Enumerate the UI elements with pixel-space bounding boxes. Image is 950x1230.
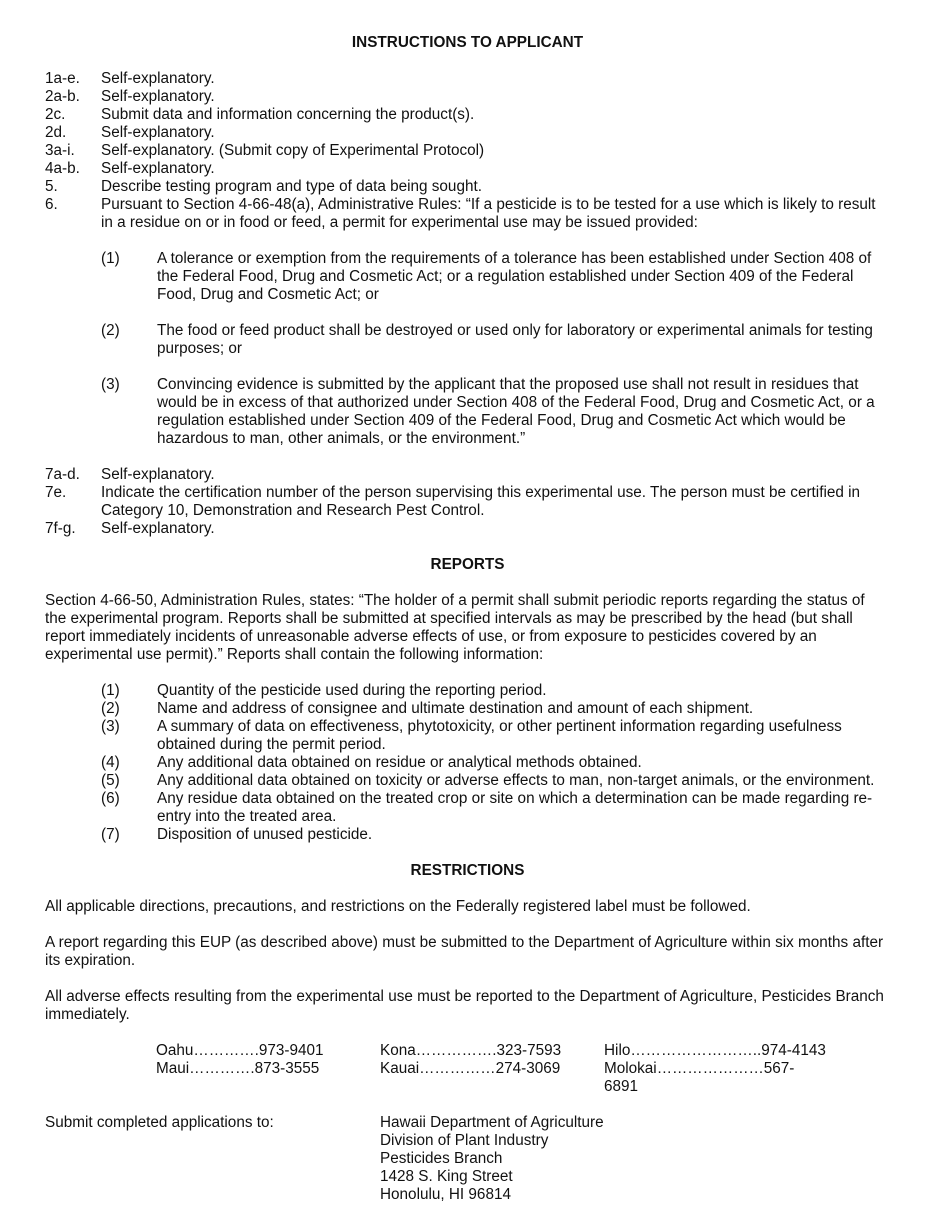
address-line: Honolulu, HI 96814 <box>380 1186 511 1203</box>
report-number: (1) <box>101 682 120 699</box>
report-number: (4) <box>101 754 120 771</box>
report-item <box>101 754 890 772</box>
report-number: (7) <box>101 826 120 843</box>
report-number: (2) <box>101 700 120 717</box>
list-item <box>45 88 890 106</box>
item-text: Indicate the certification number of the person supervising this experimental use. The person must be certified in Category 10, Demonstration and Research Pest Control. <box>101 484 861 519</box>
submit-section <box>45 1114 890 1204</box>
list-item <box>45 178 890 196</box>
list-item <box>45 466 890 484</box>
condition-number: (3) <box>101 376 120 393</box>
item-number: 5. <box>45 178 58 195</box>
report-text: Disposition of unused pesticide. <box>157 826 373 843</box>
report-item <box>101 700 890 718</box>
phone-entry: Oahu………….973-9401 <box>156 1042 324 1059</box>
phone-entry: Maui………….873-3555 <box>156 1060 320 1077</box>
restrictions-heading: RESTRICTIONS <box>410 862 525 879</box>
condition-text: A tolerance or exemption from the requirements of a tolerance has been established under Section 408 of the Federal Food, Drug and Cosmetic Act; or a regulation established under Section 409 of the Federal Food, Drug and Cosmetic Act; or <box>157 250 872 303</box>
item-text: Self-explanatory. (Submit copy of Experimental Protocol) <box>101 142 485 159</box>
submit-label: Submit completed applications to: <box>45 1114 274 1131</box>
item-text: Self-explanatory. <box>101 88 215 105</box>
item-text: Self-explanatory. <box>101 466 215 483</box>
address-line: Division of Plant Industry <box>380 1132 549 1149</box>
report-number: (6) <box>101 790 120 807</box>
item-number: 7a-d. <box>45 466 80 483</box>
restriction-paragraph: All adverse effects resulting from the experimental use must be reported to the Department of Agriculture, Pesticides Branch immediately. <box>45 988 884 1023</box>
address-line: 1428 S. King Street <box>380 1168 513 1185</box>
report-text: A summary of data on effectiveness, phytotoxicity, or other pertinent information regarding usefulness obtained during the permit period. <box>157 718 842 753</box>
list-item <box>45 70 890 88</box>
reports-list <box>45 682 890 844</box>
report-text: Any additional data obtained on toxicity or adverse effects to man, non-target animals, or the environment. <box>157 772 875 789</box>
list-item <box>45 124 890 142</box>
restriction-paragraph: All applicable directions, precautions, and restrictions on the Federally registered label must be followed. <box>45 898 751 915</box>
item-text: Pursuant to Section 4-66-48(a), Administrative Rules: “If a pesticide is to be tested for a use which is likely to result in a residue on or in food or feed, a permit for experimental use may be issued provided: <box>101 196 876 231</box>
item-number: 2a-b. <box>45 88 80 105</box>
instructions-heading: INSTRUCTIONS TO APPLICANT <box>351 34 584 51</box>
phone-entry: Kona…………….323-7593 <box>380 1042 562 1059</box>
report-item <box>101 826 890 844</box>
report-text: Name and address of consignee and ultimate destination and amount of each shipment. <box>157 700 754 717</box>
list-item <box>45 160 890 178</box>
item-number: 7f-g. <box>45 520 76 537</box>
report-item <box>101 718 890 754</box>
report-number: (5) <box>101 772 120 789</box>
address-line: Hawaii Department of Agriculture <box>380 1114 604 1131</box>
item-number: 2d. <box>45 124 67 141</box>
phone-row <box>156 1060 890 1096</box>
phone-entry: Kauai……………274-3069 <box>380 1060 561 1077</box>
item-number: 4a-b. <box>45 160 80 177</box>
item-text: Self-explanatory. <box>101 160 215 177</box>
mailing-address <box>380 1114 604 1204</box>
condition-item <box>101 376 890 448</box>
item-text: Self-explanatory. <box>101 124 215 141</box>
condition-text: Convincing evidence is submitted by the applicant that the proposed use shall not result in residues that would be in excess of that authorized under Section 408 of the Federal Food, Drug and Cosmetic Act, or a regulation established under Section 409 of the Federal Food, Drug and Cosmetic Act which would be hazardous to man, other animals, or the environment.” <box>157 376 875 447</box>
item-number: 7e. <box>45 484 67 501</box>
report-text: Any residue data obtained on the treated crop or site on which a determination can be made regarding re-entry into the treated area. <box>157 790 873 825</box>
list-item <box>45 196 890 232</box>
list-item <box>45 520 890 538</box>
item-number: 3a-i. <box>45 142 75 159</box>
address-line: Pesticides Branch <box>380 1150 503 1167</box>
restriction-paragraph: A report regarding this EUP (as described above) must be submitted to the Department of Agriculture within six months after its expiration. <box>45 934 884 969</box>
item-number: 2c. <box>45 106 66 123</box>
item-number: 1a-e. <box>45 70 80 87</box>
report-item <box>101 682 890 700</box>
reports-intro: Section 4-66-50, Administration Rules, states: “The holder of a permit shall submit periodic reports regarding the status of the experimental program. Reports shall be submitted at specified intervals as may be prescribed by the head (but shall report immediately incidents of unreasonable adverse effects of use, or from exposure to pesticides covered by an experimental use permit).” Reports shall contain the following information: <box>45 592 865 663</box>
report-number: (3) <box>101 718 120 735</box>
condition-text: The food or feed product shall be destroyed or used only for laboratory or experimental animals for testing purposes; or <box>157 322 873 357</box>
report-text: Any additional data obtained on residue or analytical methods obtained. <box>157 754 642 771</box>
item-number: 6. <box>45 196 58 213</box>
list-item <box>45 484 890 520</box>
report-text: Quantity of the pesticide used during the reporting period. <box>157 682 547 699</box>
condition-number: (2) <box>101 322 120 339</box>
report-item <box>101 772 890 790</box>
item-text: Describe testing program and type of data being sought. <box>101 178 482 195</box>
phone-row <box>156 1042 890 1060</box>
condition-item <box>101 250 890 304</box>
phone-entry: Molokai…………………567-6891 <box>604 1060 795 1095</box>
condition-number: (1) <box>101 250 120 267</box>
reports-heading: REPORTS <box>430 556 505 573</box>
condition-item <box>101 322 890 358</box>
report-item <box>101 790 890 826</box>
item-text: Self-explanatory. <box>101 520 215 537</box>
phone-directory <box>45 1042 890 1096</box>
document-page <box>45 34 890 1204</box>
instructions-list <box>45 70 890 232</box>
list-item <box>45 106 890 124</box>
item-text: Submit data and information concerning the product(s). <box>101 106 475 123</box>
item-text: Self-explanatory. <box>101 70 215 87</box>
list-item <box>45 142 890 160</box>
phone-entry: Hilo……………………..974-4143 <box>604 1042 826 1059</box>
